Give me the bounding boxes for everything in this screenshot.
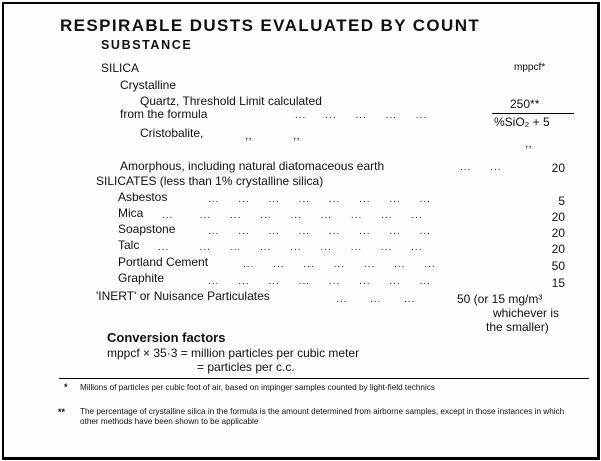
- leader-dots: ... ... ... ... ...: [295, 110, 428, 121]
- conversion-line1: mppcf × 35·3 = million particles per cubic meter: [107, 346, 360, 360]
- formula-numerator: 250**: [510, 97, 540, 111]
- inert-value-line2: whichever is: [493, 306, 560, 320]
- inert-value-line1: 50 (or 15 mg/m³: [457, 292, 543, 306]
- silicates-heading: SILICATES (less than 1% crystalline silica): [96, 174, 324, 188]
- leader-dots: ... ... ...: [336, 294, 416, 305]
- silicate-value: 5: [558, 194, 565, 208]
- quartz-label-line2: from the formula: [120, 107, 208, 121]
- leader-dots: ... ... ... ... ... ... ... ...: [208, 194, 431, 205]
- leader-dots: ... ... ... ... ... ... ... ...: [208, 276, 431, 287]
- ditto-mark: ,,: [525, 136, 532, 150]
- crystalline-label: Crystalline: [120, 78, 177, 92]
- silicate-name: Mica: [118, 206, 144, 220]
- leader-dots: ... ... ... ... ... ... ... ...: [208, 226, 431, 237]
- silicate-value: 20: [551, 242, 565, 256]
- silicate-name: Soapstone: [118, 222, 176, 236]
- silicate-value: 20: [551, 210, 565, 224]
- leader-dots: ... ...: [460, 162, 502, 173]
- ditto-mark: ,,: [293, 128, 300, 142]
- page-title: RESPIRABLE DUSTS EVALUATED BY COUNT: [60, 16, 481, 35]
- footnote-mark: **: [58, 407, 66, 417]
- cristobalite-label: Cristobalite,: [140, 126, 204, 140]
- inert-label: 'INERT' or Nuisance Particulates: [96, 289, 270, 303]
- conversion-heading: Conversion factors: [107, 330, 226, 345]
- silicate-name: Graphite: [118, 271, 165, 285]
- quartz-label-line1: Quartz, Threshold Limit calculated: [140, 94, 322, 108]
- silicate-value: 20: [551, 226, 565, 240]
- leader-dots: ... ... ... ... ... ... ...: [243, 259, 436, 270]
- leader-dots: ... ... ... ... ... ... ... ... ...: [158, 242, 423, 253]
- silica-label: SILICA: [101, 61, 140, 75]
- formula-denominator: %SiO₂ + 5: [494, 115, 550, 129]
- footnote-text: The percentage of crystalline silica in the formula is the amount determined from airborne samples, except in those instances in which other methods have been shown to be applicable: [80, 407, 565, 426]
- silicate-name: Portland Cement: [118, 255, 209, 269]
- inert-value-line3: the smaller): [486, 320, 549, 334]
- footnote-divider: [59, 378, 589, 379]
- amorphous-value: 20: [551, 161, 565, 175]
- unit-label: mppcf*: [514, 62, 546, 73]
- ditto-mark: ,,: [245, 128, 252, 142]
- silicate-value: 15: [551, 276, 565, 290]
- footnote-text: Millions of particles per cubic foot of air, based on impinger samples counted by light-field technics: [80, 383, 435, 392]
- substance-heading: SUBSTANCE: [101, 38, 193, 52]
- conversion-line2: = particles per c.c.: [197, 360, 295, 374]
- silicate-name: Asbestos: [118, 190, 168, 204]
- silicate-name: Talc: [118, 238, 140, 252]
- amorphous-label: Amorphous, including natural diatomaceous earth: [120, 159, 385, 173]
- leader-dots: ... ... ... ... ... ... ... ... ...: [162, 210, 423, 221]
- formula-fraction-bar: [492, 113, 574, 114]
- footnote-mark: *: [64, 382, 68, 392]
- silicate-value: 50: [551, 259, 565, 273]
